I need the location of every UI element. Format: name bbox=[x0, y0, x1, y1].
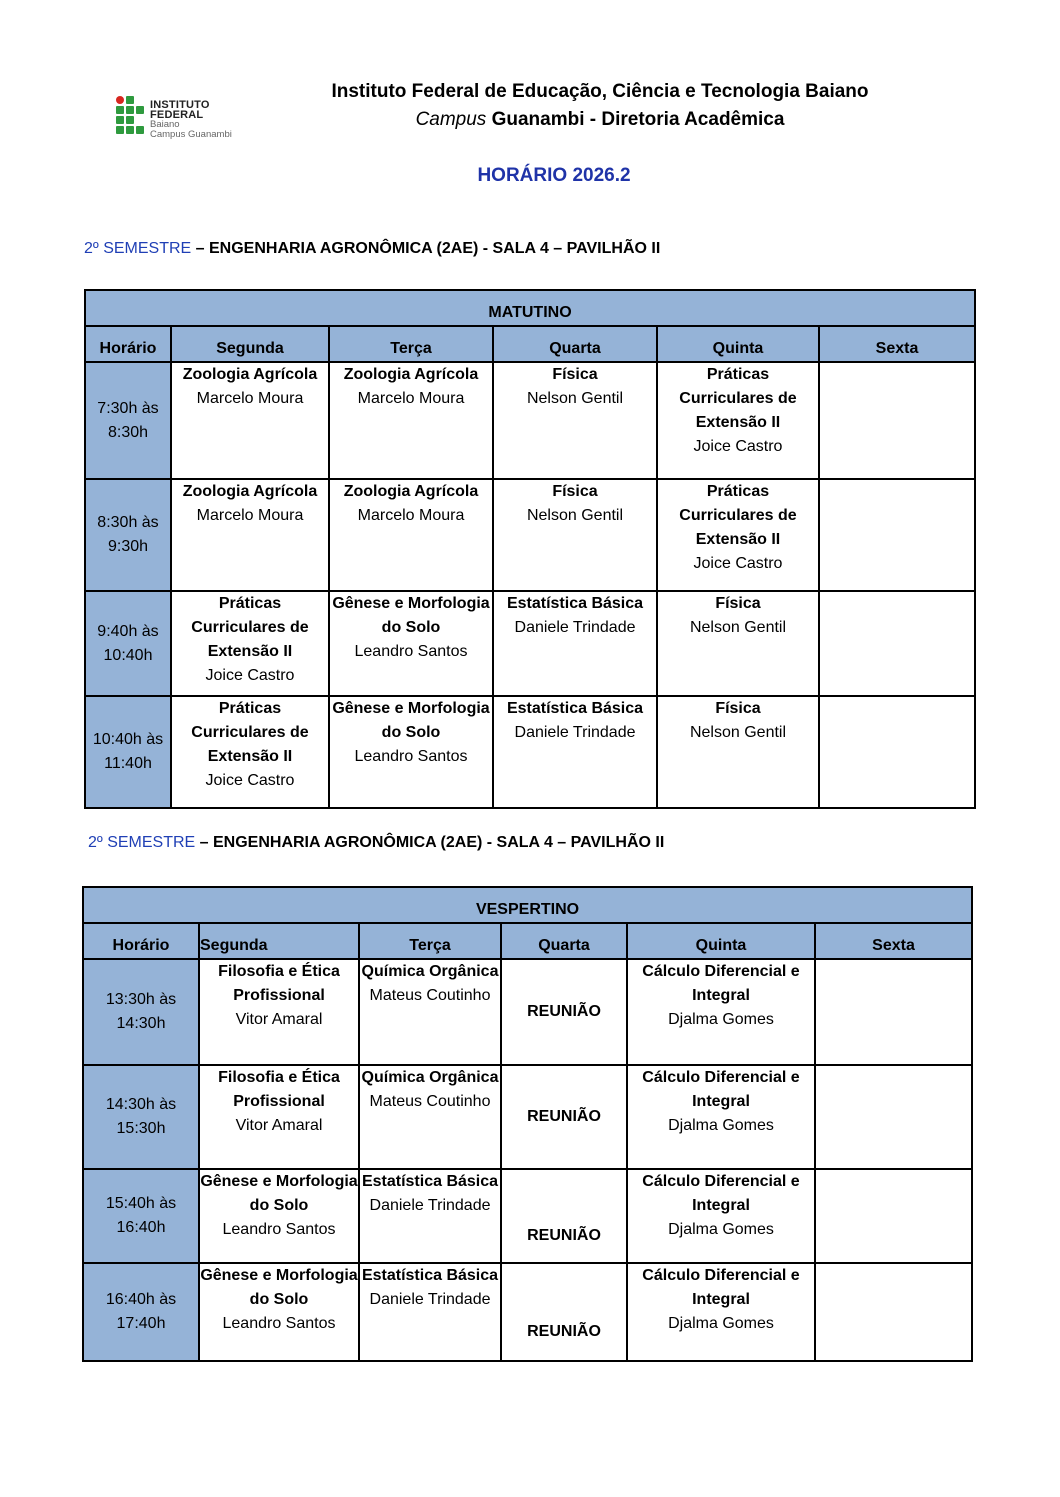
schedule-cell bbox=[493, 696, 657, 808]
time-slot: 16:40h às 17:40h bbox=[83, 1263, 199, 1361]
schedule-cell bbox=[501, 1263, 627, 1361]
professor-name: Marcelo Moura bbox=[357, 390, 465, 407]
schedule-cell bbox=[627, 1169, 815, 1263]
schedule-cell bbox=[171, 362, 329, 479]
subject-name: Física bbox=[715, 595, 761, 612]
logo-mark-icon bbox=[116, 96, 146, 134]
schedule-cell bbox=[819, 591, 975, 696]
subject-name: Cálculo Diferencial e Integral bbox=[642, 1173, 800, 1214]
schedule-cell bbox=[171, 479, 329, 591]
time-slot: 14:30h às 15:30h bbox=[83, 1065, 199, 1169]
section1-course: – ENGENHARIA AGRONÔMICA (2AE) - SALA 4 – PAVILHÃO II bbox=[191, 240, 661, 257]
subject-name: Cálculo Diferencial e Integral bbox=[642, 963, 800, 1004]
subject-name: Práticas Curriculares de Extensão II bbox=[191, 595, 309, 660]
schedule-cell bbox=[815, 1065, 972, 1169]
schedule-cell bbox=[657, 591, 819, 696]
schedule-cell bbox=[199, 1065, 359, 1169]
professor-name: Daniele Trindade bbox=[369, 1291, 491, 1308]
logo-line-3: Campus Guanambi bbox=[150, 129, 232, 140]
schedule-cell bbox=[329, 696, 493, 808]
column-header: Terça bbox=[329, 326, 493, 362]
subject-name: Cálculo Diferencial e Integral bbox=[642, 1069, 800, 1110]
column-header: Sexta bbox=[815, 923, 972, 959]
schedule-cell bbox=[359, 1263, 501, 1361]
logo-text bbox=[150, 100, 266, 140]
schedule-cell bbox=[815, 1169, 972, 1263]
subject-name: Gênese e Morfologia do Solo bbox=[332, 700, 490, 741]
schedule-cell bbox=[493, 362, 657, 479]
schedule-cell bbox=[493, 591, 657, 696]
schedule-cell bbox=[493, 479, 657, 591]
subject-name: Estatística Básica bbox=[506, 595, 644, 612]
time-slot: 9:40h às 10:40h bbox=[85, 591, 171, 696]
schedule-cell bbox=[627, 1065, 815, 1169]
schedule-cell bbox=[329, 591, 493, 696]
section1-semester: 2º SEMESTRE bbox=[84, 240, 192, 257]
professor-name: Joice Castro bbox=[205, 772, 295, 789]
column-header: Quinta bbox=[657, 326, 819, 362]
schedule-cell bbox=[819, 479, 975, 591]
section1-subtitle bbox=[84, 240, 660, 258]
professor-name: Leandro Santos bbox=[354, 643, 468, 660]
schedule-cell bbox=[819, 362, 975, 479]
schedule-cell bbox=[657, 362, 819, 479]
column-header: Horário bbox=[85, 326, 171, 362]
schedule-cell bbox=[627, 959, 815, 1065]
period-header: MATUTINO bbox=[85, 290, 975, 326]
meeting-label: REUNIÃO bbox=[527, 1323, 601, 1340]
column-header: Sexta bbox=[819, 326, 975, 362]
subject-name: Filosofia e Ética Profissional bbox=[218, 963, 340, 1004]
subject-name: Práticas Curriculares de Extensão II bbox=[191, 700, 309, 765]
schedule-cell bbox=[329, 362, 493, 479]
professor-name: Marcelo Moura bbox=[357, 507, 465, 524]
schedule-cell bbox=[359, 959, 501, 1065]
subject-name: Física bbox=[715, 700, 761, 717]
subject-name: Química Orgânica bbox=[361, 1069, 499, 1086]
subject-name: Estatística Básica bbox=[361, 1173, 499, 1190]
subject-name: Cálculo Diferencial e Integral bbox=[642, 1267, 800, 1308]
subject-name: Zoologia Agrícola bbox=[343, 366, 479, 383]
column-header: Quarta bbox=[501, 923, 627, 959]
professor-name: Daniele Trindade bbox=[514, 724, 636, 741]
schedule-cell bbox=[501, 959, 627, 1065]
subject-name: Física bbox=[552, 483, 598, 500]
column-header: Segunda bbox=[171, 326, 329, 362]
professor-name: Vitor Amaral bbox=[235, 1117, 323, 1134]
professor-name: Mateus Coutinho bbox=[369, 1093, 491, 1110]
schedule-cell bbox=[819, 696, 975, 808]
subject-name: Estatística Básica bbox=[506, 700, 644, 717]
column-header: Segunda bbox=[199, 923, 359, 959]
subject-name: Zoologia Agrícola bbox=[343, 483, 479, 500]
subject-name: Gênese e Morfologia do Solo bbox=[200, 1173, 358, 1214]
schedule-cell bbox=[359, 1169, 501, 1263]
schedule-cell bbox=[199, 959, 359, 1065]
subject-name: Práticas Curriculares de Extensão II bbox=[679, 366, 797, 431]
schedule-row bbox=[85, 362, 975, 479]
morning-schedule-table bbox=[84, 289, 976, 809]
column-header: Quinta bbox=[627, 923, 815, 959]
schedule-row bbox=[85, 591, 975, 696]
meeting-label: REUNIÃO bbox=[527, 1108, 601, 1125]
schedule-cell bbox=[657, 479, 819, 591]
schedule-row bbox=[85, 696, 975, 808]
professor-name: Nelson Gentil bbox=[689, 619, 787, 636]
campus-italic: Campus bbox=[415, 109, 487, 130]
professor-name: Marcelo Moura bbox=[196, 507, 304, 524]
professor-name: Nelson Gentil bbox=[689, 724, 787, 741]
professor-name: Joice Castro bbox=[693, 555, 783, 572]
schedule-cell bbox=[657, 696, 819, 808]
professor-name: Leandro Santos bbox=[354, 748, 468, 765]
schedule-row bbox=[83, 959, 972, 1065]
professor-name: Nelson Gentil bbox=[526, 390, 624, 407]
professor-name: Daniele Trindade bbox=[514, 619, 636, 636]
schedule-row bbox=[85, 479, 975, 591]
time-slot: 15:40h às 16:40h bbox=[83, 1169, 199, 1263]
professor-name: Daniele Trindade bbox=[369, 1197, 491, 1214]
column-header: Horário bbox=[83, 923, 199, 959]
campus-title bbox=[280, 109, 920, 131]
professor-name: Leandro Santos bbox=[222, 1315, 336, 1332]
schedule-cell bbox=[627, 1263, 815, 1361]
schedule-cell bbox=[815, 1263, 972, 1361]
afternoon-schedule-table bbox=[82, 886, 973, 1362]
professor-name: Joice Castro bbox=[205, 667, 295, 684]
professor-name: Djalma Gomes bbox=[668, 1315, 774, 1332]
subject-name: Química Orgânica bbox=[361, 963, 499, 980]
section2-subtitle bbox=[88, 834, 664, 852]
schedule-title: HORÁRIO 2026.2 bbox=[477, 165, 631, 186]
subject-name: Estatística Básica bbox=[361, 1267, 499, 1284]
schedule-cell bbox=[815, 959, 972, 1065]
professor-name: Djalma Gomes bbox=[668, 1011, 774, 1028]
time-slot: 7:30h às 8:30h bbox=[85, 362, 171, 479]
schedule-cell bbox=[329, 479, 493, 591]
subject-name: Filosofia e Ética Profissional bbox=[218, 1069, 340, 1110]
time-slot: 10:40h às 11:40h bbox=[85, 696, 171, 808]
meeting-label: REUNIÃO bbox=[527, 1003, 601, 1020]
professor-name: Marcelo Moura bbox=[196, 390, 304, 407]
professor-name: Vitor Amaral bbox=[235, 1011, 323, 1028]
period-header: VESPERTINO bbox=[83, 887, 972, 923]
institute-logo bbox=[116, 94, 266, 140]
subject-name: Zoologia Agrícola bbox=[182, 483, 318, 500]
meeting-label: REUNIÃO bbox=[527, 1227, 601, 1244]
schedule-cell bbox=[501, 1065, 627, 1169]
schedule-cell bbox=[171, 696, 329, 808]
professor-name: Djalma Gomes bbox=[668, 1117, 774, 1134]
subject-name: Zoologia Agrícola bbox=[182, 366, 318, 383]
column-header: Terça bbox=[359, 923, 501, 959]
professor-name: Djalma Gomes bbox=[668, 1221, 774, 1238]
logo-line-1: INSTITUTO FEDERAL bbox=[150, 99, 210, 121]
professor-name: Joice Castro bbox=[693, 438, 783, 455]
time-slot: 13:30h às 14:30h bbox=[83, 959, 199, 1065]
professor-name: Leandro Santos bbox=[222, 1221, 336, 1238]
column-header: Quarta bbox=[493, 326, 657, 362]
professor-name: Nelson Gentil bbox=[526, 507, 624, 524]
professor-name: Mateus Coutinho bbox=[369, 987, 491, 1004]
schedule-cell bbox=[359, 1065, 501, 1169]
logo-line-2: Baiano bbox=[150, 119, 180, 130]
schedule-cell bbox=[171, 591, 329, 696]
schedule-row bbox=[83, 1263, 972, 1361]
schedule-cell bbox=[199, 1263, 359, 1361]
subject-name: Gênese e Morfologia do Solo bbox=[332, 595, 490, 636]
schedule-row bbox=[83, 1169, 972, 1263]
section2-course: – ENGENHARIA AGRONÔMICA (2AE) - SALA 4 – PAVILHÃO II bbox=[195, 834, 665, 851]
subject-name: Física bbox=[552, 366, 598, 383]
institution-title: Instituto Federal de Educação, Ciência e Tecnologia Baiano bbox=[331, 81, 869, 102]
campus-rest: Guanambi - Diretoria Acadêmica bbox=[486, 109, 785, 130]
subject-name: Práticas Curriculares de Extensão II bbox=[679, 483, 797, 548]
schedule-cell bbox=[501, 1169, 627, 1263]
time-slot: 8:30h às 9:30h bbox=[85, 479, 171, 591]
schedule-cell bbox=[199, 1169, 359, 1263]
subject-name: Gênese e Morfologia do Solo bbox=[200, 1267, 358, 1308]
schedule-row bbox=[83, 1065, 972, 1169]
section2-semester: 2º SEMESTRE bbox=[88, 834, 196, 851]
